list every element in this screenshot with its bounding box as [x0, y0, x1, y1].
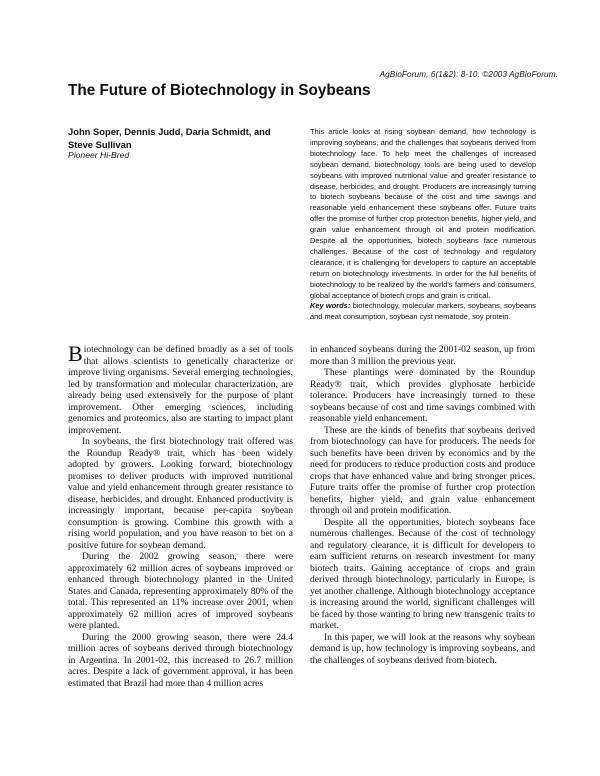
running-head: AgBioForum, 6(1&2): 8-10. ©2003 AgBioForum. — [379, 70, 558, 79]
body-paragraph: These plantings were dominated by the Roundup Ready® trait, which provides glyphosate herbicide tolerance. Producers have increasingly turned to these soybeans because of cost and time savings combined with reasonable yield enhancement. — [310, 367, 535, 424]
body-paragraph: in enhanced soybeans during the 2001-02 season, up from more than 3 million the previous year. — [310, 344, 535, 367]
author-list: John Soper, Dennis Judd, Daria Schmidt, and Steve Sullivan — [68, 126, 271, 150]
keywords-label: Key words: — [310, 301, 351, 310]
body-column-right — [310, 344, 535, 666]
article-title: The Future of Biotechnology in Soybeans — [68, 82, 371, 99]
body-paragraph: During the 2000 growing season, there were 24.4 million acres of soybeans derived through biotechnology in Argentina. In 2001-02, this increased to 26.7 million acres. Despite a lack of government approval, it has been estimated that Brazil had more than 4 million acres — [68, 631, 293, 689]
body-paragraph: In soybeans, the first biotechnology trait offered was the Roundup Ready® trait, which has been widely adopted by growers. Looking forward, biotechnology promises to deliver products with improved nutritional value and yield enhancement through greater resistance to disease, herbicides, and drought. Enhanced productivity is increasingly important, because per-capita soybean consumption is growing. Combine this growth with a rising world population, and you have reason to bet on a positive future for soybean demand. — [68, 436, 293, 551]
abstract-text: This article looks at rising soybean demand, how technology is improving soybeans, and the challenges that soybeans derived from biotechnology face. To help meet the challenges of increased soybean demand, biotechnology tools are being used to develop soybeans with improved nutritional value and greater resistance to disease, herbicides, and drought. Producers are increasingly turning to biotech soybeans because of the cost and time savings and reasonable yield enhancement these soybeans offer. Future traits offer the promise of further crop protection benefits, higher yield, and grain value enhancement through oil and protein modification. Despite all the opportunities, biotech soybeans face numerous challenges. Because of the cost of technology and regulatory clearance, it is challenging for developers to capture an acceptable return on biotechnology investments. In order for the full benefits of biotechnology to be realized by the world's farmers and consumers, global acceptance of biotech crops and grain is critical. — [310, 127, 536, 300]
body-paragraph: During the 2002 growing season, there were approximately 62 million acres of soybeans improved or enhanced through biotechnology planted in the United States and Canada, representing approximately 80% of the total. This represented an 11% increase over 2001, when approximately 62 million acres of improved soybeans were planted. — [68, 551, 293, 631]
body-paragraph: Biotechnology can be defined broadly as a set of tools that allows scientists to genetically characterize or improve living organisms. Several emerging technologies, led by transformation and molecular characterization, are already being used extensively for the purpose of plant improvement. Other emerging sciences, including genomics and proteomics, also are starting to impact plant improvement. — [68, 341, 293, 436]
drop-cap: B — [68, 341, 83, 366]
body-paragraph: In this paper, we will look at the reasons why soybean demand is up, how technology is improving soybeans, and the challenges of soybeans derived from biotech. — [310, 631, 535, 666]
keywords — [310, 301, 536, 323]
body-paragraph: These are the kinds of benefits that soybeans derived from biotechnology can have for producers. The needs for such benefits have been driven by economics and by the need for producers to reduce production costs and produce crops that have enhanced value and bring stronger prices. Future traits offer the promise of further crop protection benefits, higher yield, and grain value enhancement through oil and protein modification. — [310, 424, 535, 516]
keywords-list: biotechnology, molecular markers, soybeans, soybeans and meat consumption, soybean cyst nematode, soy protein. — [310, 301, 537, 321]
body-column-left — [68, 341, 293, 689]
author-affiliation: Pioneer Hi-Bred — [68, 150, 130, 160]
abstract — [310, 127, 536, 302]
body-paragraph: Despite all the opportunities, biotech soybeans face numerous challenges. Because of the cost of technology and regulatory clearance, it is difficult for developers to earn sufficient returns on research investment for many biotech traits. Gaining acceptance of crops and grain derived through biotechnology, particularly in Europe, is yet another challenge. Although biotechnology acceptance is increasing around the world, significant challenges will be faced by those wanting to bring new transgenic traits to market. — [310, 516, 535, 631]
